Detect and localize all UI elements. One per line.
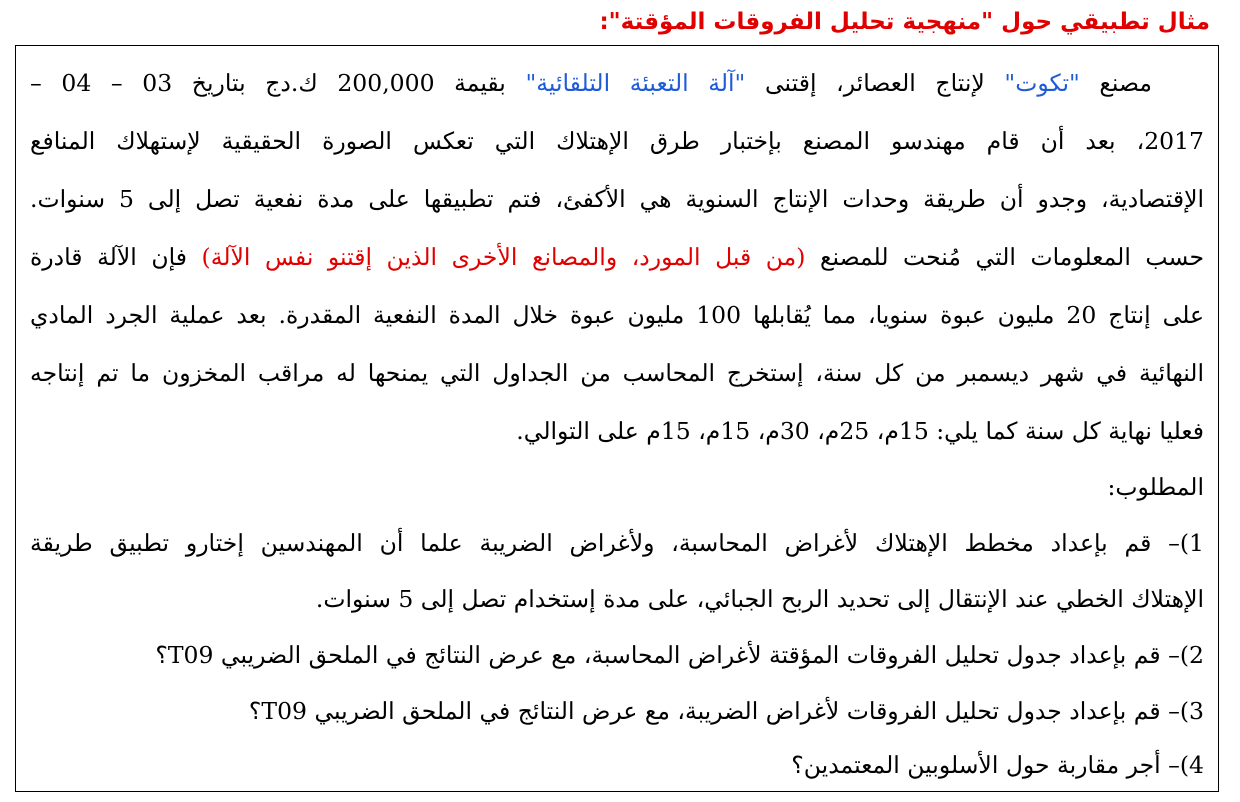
paragraph-line-3: الإقتصادية، وجدو أن طريقة وحدات الإنتاج السنوية هي الأكفئ، فتم تطبيقها على مدة نفعية تصل إلى 5 سنوات. [30,185,1205,213]
text-segment: مصنع [1079,69,1152,97]
paragraph-line-2: 2017، بعد أن قام مهندسو المصنع بإختبار طرق الإهتلاك التي تعكس الصورة الحقيقية لإستهلاك المنافع [30,127,1204,155]
paragraph-line-7: فعليا نهاية كل سنة كما يلي: 15م، 25م، 30م، 15م، 15م على التوالي. [516,417,1204,445]
question-1-line-1: 1)– قم بإعداد مخطط الإهتلاك لأغراض المحاسبة، ولأغراض الضريبة علما أن المهندسين إختارو تطبيق طريقة [30,529,1204,557]
question-1-line-2: الإهتلاك الخطي عند الإنتقال إلى تحديد الربح الجبائي، على مدة إستخدام تصل إلى 5 سنوات. [315,585,1204,613]
question-2: 2)– قم بإعداد جدول تحليل الفروقات المؤقتة لأغراض المحاسبة، مع عرض النتائج في الملحق الضريبي T09؟ [155,641,1204,669]
paragraph-line-5: على إنتاج 20 مليون عبوة سنويا، مما يُقابلها 100 مليون عبوة خلال المدة النفعية المقدرة. بعد عملية الجرد المادي [30,301,1205,329]
exercise-box [15,45,1219,792]
exercise-title: مثال تطبيقي حول "منهجية تحليل الفروقات المؤقتة": [599,9,1210,35]
paragraph-line-1 [30,54,1204,112]
highlighted-source-note: (من قبل المورد، والمصانع الأخرى الذين إقتنو نفس الآلة) [201,243,806,271]
company-name: "تكوت" [1004,69,1080,97]
paragraph-line-4 [30,228,1204,286]
paragraph-line-6: النهائية في شهر ديسمبر من كل سنة، إستخرج المحاسب من الجداول التي يمنحها له مراقب المخزون ما تم إنتاجه [30,359,1204,387]
text-segment: لإنتاج العصائر، إقتنى [745,69,1005,97]
machine-name: "آلة التعبئة التلقائية" [525,69,746,97]
required-label: المطلوب: [1107,473,1204,501]
question-4: 4)– أجر مقاربة حول الأسلوبين المعتمدين؟ [791,751,1204,779]
question-3: 3)– قم بإعداد جدول تحليل الفروقات لأغراض الضريبة، مع عرض النتائج في الملحق الضريبي T09؟ [248,697,1204,725]
text-segment: فإن الآلة قادرة [30,243,202,271]
text-segment: حسب المعلومات التي مُنحت للمصنع [805,243,1204,271]
text-segment: بقيمة 200,000 ك.دج بتاريخ 03 – 04 – [30,69,526,97]
